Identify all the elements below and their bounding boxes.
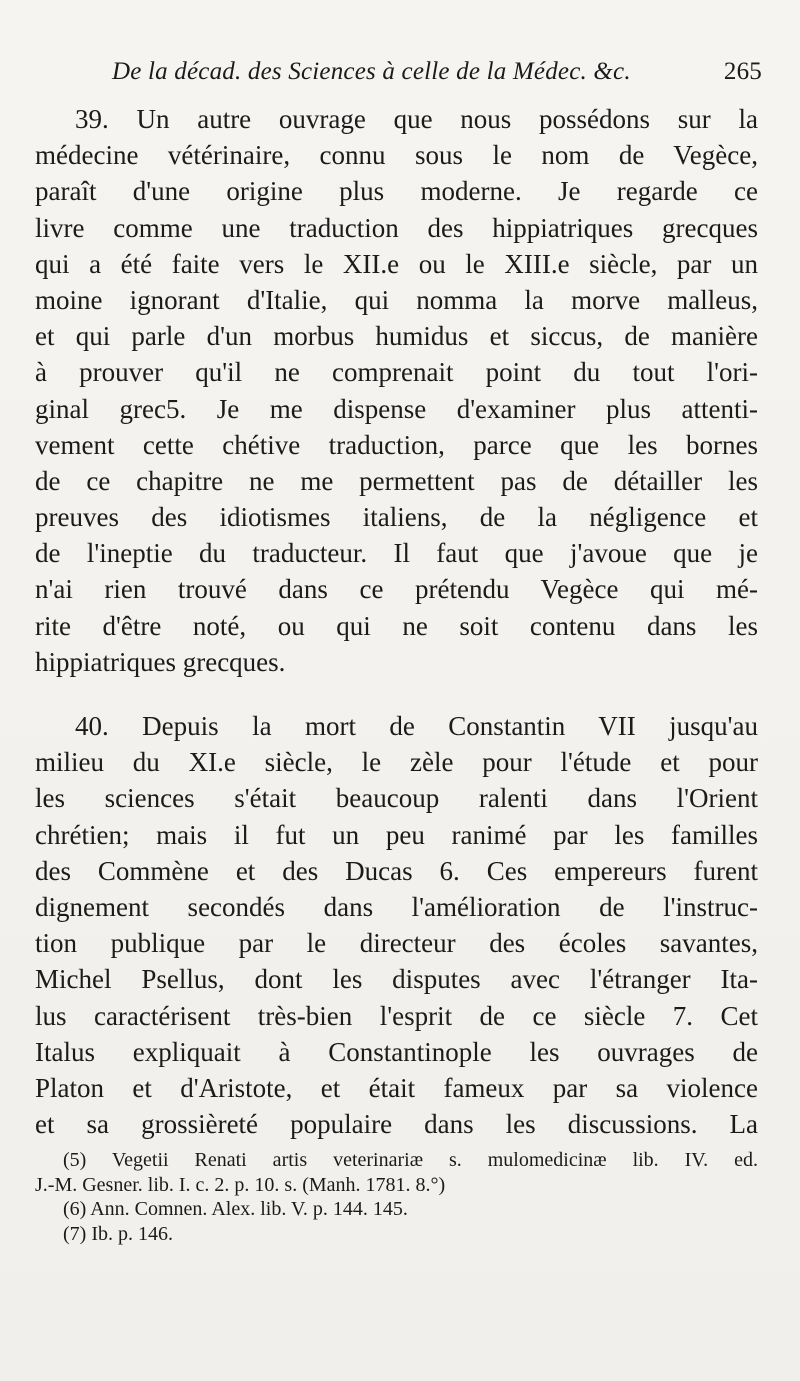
text-line: milieu du XI.e siècle, le zèle pour l'étude et pour	[35, 747, 758, 778]
footnote-5-continued: J.-M. Gesner. lib. I. c. 2. p. 10. s. (Manh. 1781. 8.°)	[35, 1173, 446, 1196]
footnote-5: (5) Vegetii Renati artis veterinariæ s. mulomedicinæ lib. IV. ed.	[63, 1149, 758, 1171]
text-line: ginal grec5. Je me dispense d'examiner plus attenti-	[35, 393, 758, 424]
text-line: qui a été faite vers le XII.e ou le XIII.e siècle, par un	[35, 248, 758, 279]
text-line: et sa grossièreté populaire dans les discussions. La	[35, 1109, 758, 1140]
text-line: Michel Psellus, dont les disputes avec l'étranger Ita-	[35, 964, 758, 995]
text-line: de l'ineptie du traducteur. Il faut que j'avoue que je	[35, 538, 758, 569]
footnote-6: (6) Ann. Comnen. Alex. lib. V. p. 144. 145.	[63, 1198, 408, 1220]
text-line: Italus expliquait à Constantinople les ouvrages de	[35, 1036, 758, 1067]
paragraph-40	[35, 708, 758, 1142]
text-line: vement cette chétive traduction, parce que les bornes	[35, 429, 758, 460]
text-line: et qui parle d'un morbus humidus et siccus, de manière	[35, 321, 758, 352]
text-line: moine ignorant d'Italie, qui nomma la morve malleus,	[35, 284, 758, 315]
page-number: 265	[723, 58, 762, 85]
running-head	[112, 58, 762, 98]
text-line: paraît d'une origine plus moderne. Je regarde ce	[35, 176, 758, 207]
text-line: Platon et d'Aristote, et était fameux par sa violence	[35, 1072, 758, 1103]
text-line: dignement secondés dans l'amélioration de l'instruc-	[35, 891, 758, 922]
text-line: médecine vétérinaire, connu sous le nom de Vegèce,	[35, 140, 758, 171]
text-line: chrétien; mais il fut un peu ranimé par les familles	[35, 819, 758, 850]
text-line: livre comme une traduction des hippiatriques grecques	[35, 212, 758, 243]
text-line: de ce chapitre ne me permettent pas de détailler les	[35, 465, 758, 496]
footnotes	[35, 1148, 758, 1246]
paragraph-39	[35, 101, 758, 680]
text-line: lus caractérisent très-bien l'esprit de ce siècle 7. Cet	[35, 1000, 758, 1031]
text-line: hippiatriques grecques.	[35, 646, 286, 677]
text-line: 39. Un autre ouvrage que nous possédons sur la	[75, 104, 758, 134]
text-line: preuves des idiotismes italiens, de la négligence et	[35, 502, 758, 533]
footnote-7: (7) Ib. p. 146.	[63, 1222, 173, 1245]
text-line: à prouver qu'il ne comprenait point du tout l'ori-	[35, 357, 758, 388]
text-line: des Commène et des Ducas 6. Ces empereurs furent	[35, 855, 758, 886]
text-line: tion publique par le directeur des écoles savantes,	[35, 928, 758, 959]
body-text	[35, 101, 758, 1142]
text-line: rite d'être noté, ou qui ne soit contenu dans les	[35, 610, 758, 641]
text-line: n'ai rien trouvé dans ce prétendu Vegèce qui mé-	[35, 574, 758, 605]
paragraph-gap	[35, 680, 758, 708]
text-line: les sciences s'était beaucoup ralenti dans l'Orient	[35, 783, 758, 814]
text-line: 40. Depuis la mort de Constantin VII jusqu'au	[75, 711, 758, 741]
running-head-title: De la décad. des Sciences à celle de la Médec. &c.	[112, 58, 631, 85]
